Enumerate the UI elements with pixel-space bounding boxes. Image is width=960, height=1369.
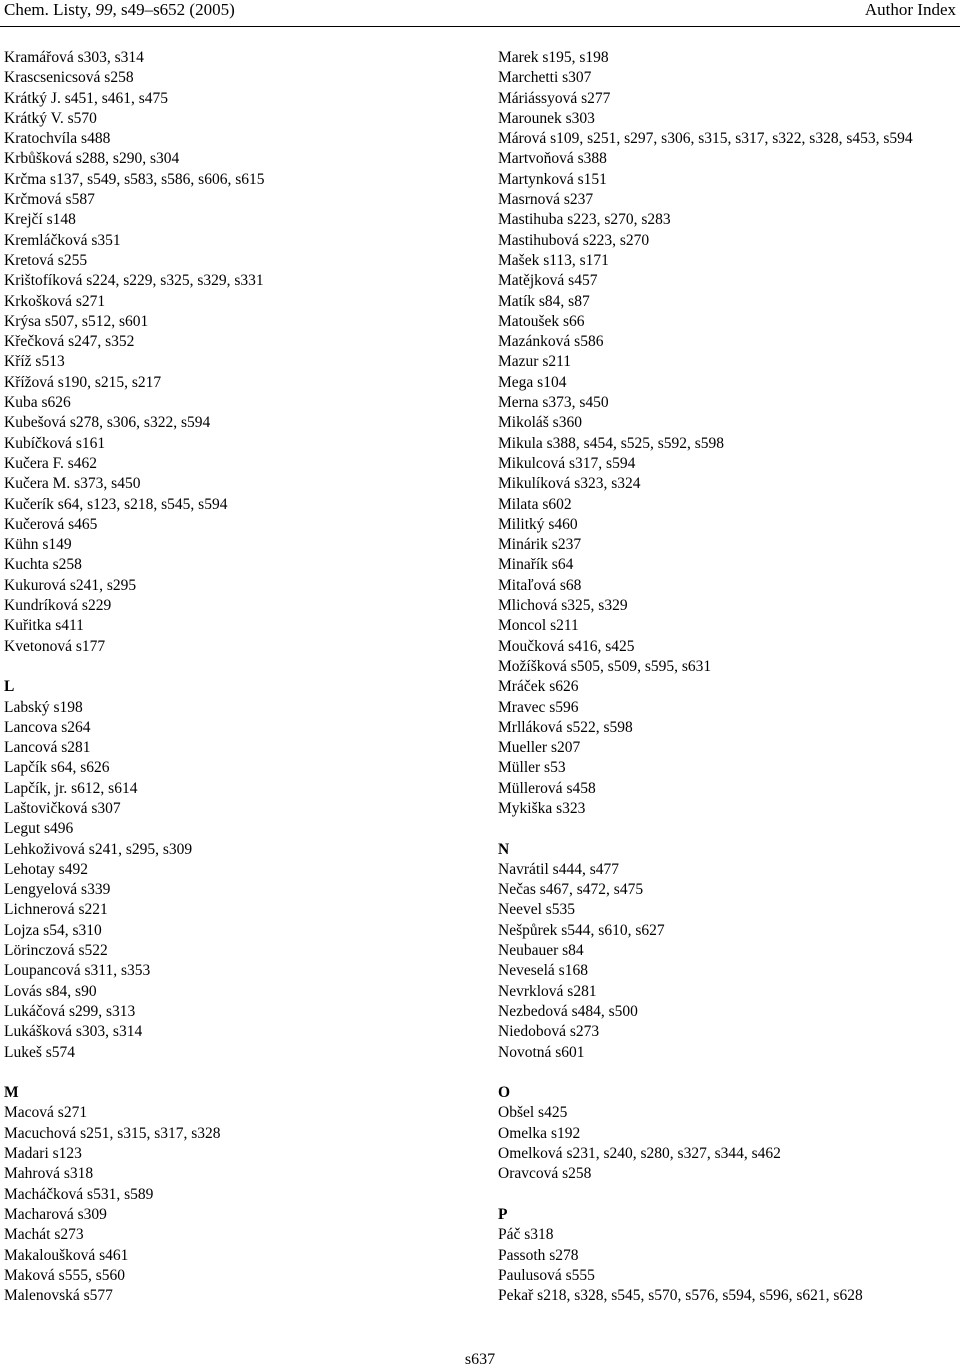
journal-name: Chem. Listy, [4,0,96,19]
index-entry: Kuřitka s411 [4,617,84,635]
index-entry: Novotná s601 [498,1043,585,1061]
index-column-left [4,48,474,1306]
index-entry: Omelková s231, s240, s280, s327, s344, s462 [498,1145,781,1163]
journal-citation [4,0,235,20]
index-entry: Kvetonová s177 [4,637,106,655]
index-entry: Kučera M. s373, s450 [4,475,141,493]
index-entry: Merna s373, s450 [498,394,609,412]
index-entry: Mráček s626 [498,678,579,696]
index-entry: Loupancová s311, s353 [4,962,151,980]
index-entry: Obšel s425 [498,1104,568,1122]
index-entry: Macháčková s531, s589 [4,1185,154,1203]
page-number: s637 [464,1351,496,1368]
index-entry: Nevrklová s281 [498,982,597,1000]
index-entry: Moncol s211 [498,617,579,635]
index-entry: Malenovská s577 [4,1287,113,1305]
index-entry: Kuba s626 [4,394,71,412]
index-entry: Lapčík, jr. s612, s614 [4,779,138,797]
index-entry: Neubauer s84 [498,942,584,960]
index-entry: Matějková s457 [498,272,598,290]
index-entry: Matík s84, s87 [498,292,590,310]
section-title: Author Index [864,0,956,19]
index-entry: Mikulcová s317, s594 [498,454,636,472]
index-entry: Mrlláková s522, s598 [498,718,633,736]
index-entry: Nezbedová s484, s500 [498,1002,638,1020]
index-entry: Martvoňová s388 [498,150,607,168]
index-entry: Mastihuba s223, s270, s283 [498,211,671,229]
index-entry: Lapčík s64, s626 [4,759,110,777]
index-entry: Oravcová s258 [498,1165,592,1183]
index-entry: Machát s273 [4,1226,84,1244]
index-entry: Lengyelová s339 [4,881,111,899]
index-entry: Mikulíková s323, s324 [498,475,641,493]
index-section-letter: M [4,1084,19,1102]
index-entry: Márová s109, s251, s297, s306, s315, s317, s322, s328, s453, s594 [498,130,913,148]
index-section-letter: O [498,1084,511,1102]
index-entry: Kühn s149 [4,536,72,554]
index-entry: Lovás s84, s90 [4,982,97,1000]
index-entry: Macová s271 [4,1104,88,1122]
index-section-letter: L [4,678,15,696]
index-entry: Nečas s467, s472, s475 [498,881,644,899]
index-entry: Kratochvíla s488 [4,130,111,148]
index-entry: Labský s198 [4,698,83,716]
index-entry: Kretová s255 [4,251,88,269]
index-entry: Moučková s416, s425 [498,637,635,655]
index-column-right [498,48,958,1306]
index-entry: Macuchová s251, s315, s317, s328 [4,1124,221,1142]
index-entry: Kuchta s258 [4,556,82,574]
index-entry: Lichnerová s221 [4,901,108,919]
index-entry: Mahrová s318 [4,1165,94,1183]
index-entry: Krčmová s587 [4,191,95,209]
index-entry: Masrnová s237 [498,191,594,209]
index-entry: Máriássyová s277 [498,89,611,107]
index-entry: Kundríková s229 [4,597,112,615]
index-entry: Křížová s190, s215, s217 [4,373,162,391]
index-entry: Páč s318 [498,1226,554,1244]
index-section-letter: P [498,1205,508,1223]
index-entry: Navrátil s444, s477 [498,860,619,878]
index-entry: Lehkoživová s241, s295, s309 [4,840,193,858]
index-section-letter: N [498,840,510,858]
index-entry: Mitaľová s68 [498,576,582,594]
index-entry: Lörinczová s522 [4,942,108,960]
journal-volume: 99 [95,0,113,19]
index-entry: Macharová s309 [4,1205,107,1223]
index-entry: Omelka s192 [498,1124,581,1142]
index-entry: Krčma s137, s549, s583, s586, s606, s615 [4,170,265,188]
index-entry: Mastihubová s223, s270 [498,231,650,249]
index-entry: Krbůšková s288, s290, s304 [4,150,180,168]
index-entry: Krátký V. s570 [4,109,97,127]
journal-pages: , s49–s652 (2005) [112,0,235,19]
index-entry: Křečková s247, s352 [4,333,135,351]
index-entry: Lehotay s492 [4,860,88,878]
index-entry: Kučera F. s462 [4,454,98,472]
index-entry: Možíšková s505, s509, s595, s631 [498,657,712,675]
index-entry: Militký s460 [498,515,578,533]
index-entry: Kříž s513 [4,353,65,371]
index-entry: Matoušek s66 [498,312,585,330]
index-entry: Müllerová s458 [498,779,596,797]
index-entry: Kubíčková s161 [4,434,106,452]
index-entry: Mlichová s325, s329 [498,597,628,615]
index-entry: Madari s123 [4,1145,82,1163]
index-entry: Maková s555, s560 [4,1266,125,1284]
index-entry: Mašek s113, s171 [498,251,609,269]
index-entry: Kukurová s241, s295 [4,576,137,594]
index-entry: Krejčí s148 [4,211,76,229]
index-entry: Passoth s278 [498,1246,579,1264]
index-entry: Kramářová s303, s314 [4,49,144,66]
index-entry: Neevel s535 [498,901,576,919]
index-entry: Nešpůrek s544, s610, s627 [498,921,665,939]
index-entry: Kremláčková s351 [4,231,121,249]
index-entry: Niedobová s273 [498,1023,600,1041]
index-entry: Lancova s264 [4,718,91,736]
index-entry: Marchetti s307 [498,69,592,87]
index-entry: Lukášková s303, s314 [4,1023,143,1041]
index-entry: Mikoláš s360 [498,414,582,432]
index-entry: Krascsenicsová s258 [4,69,134,87]
index-entry: Lukáčová s299, s313 [4,1002,136,1020]
index-entry: Krkošková s271 [4,292,106,310]
index-entry: Krištofíková s224, s229, s325, s329, s331 [4,272,264,290]
index-entry: Mykiška s323 [498,799,586,817]
index-entry: Mravec s596 [498,698,579,716]
page-header [0,0,960,27]
index-entry: Makaloušková s461 [4,1246,129,1264]
index-entry: Legut s496 [4,820,74,838]
index-entry: Krýsa s507, s512, s601 [4,312,149,330]
index-entry: Marek s195, s198 [498,49,609,66]
index-entry: Kubešová s278, s306, s322, s594 [4,414,211,432]
index-entry: Mikula s388, s454, s525, s592, s598 [498,434,725,452]
index-entry: Martynková s151 [498,170,607,188]
index-entry: Müller s53 [498,759,566,777]
index-entry: Kučerík s64, s123, s218, s545, s594 [4,495,228,513]
index-entry: Mazur s211 [498,353,572,371]
index-entry: Marounek s303 [498,109,595,127]
index-entry: Mega s104 [498,373,567,391]
index-entry: Lancová s281 [4,739,91,757]
index-entry: Minárik s237 [498,536,582,554]
index-entry: Laštovičková s307 [4,799,121,817]
index-entry: Lukeš s574 [4,1043,76,1061]
index-entry: Krátký J. s451, s461, s475 [4,89,169,107]
index-entry: Neveselá s168 [498,962,588,980]
index-entry: Lojza s54, s310 [4,921,102,939]
index-entry: Mazánková s586 [498,333,604,351]
index-entry: Paulusová s555 [498,1266,595,1284]
index-entry: Milata s602 [498,495,572,513]
index-entry: Minařík s64 [498,556,574,574]
index-entry: Pekař s218, s328, s545, s570, s576, s594, s596, s621, s628 [498,1287,863,1305]
index-entry: Kučerová s465 [4,515,98,533]
index-entry: Mueller s207 [498,739,581,757]
